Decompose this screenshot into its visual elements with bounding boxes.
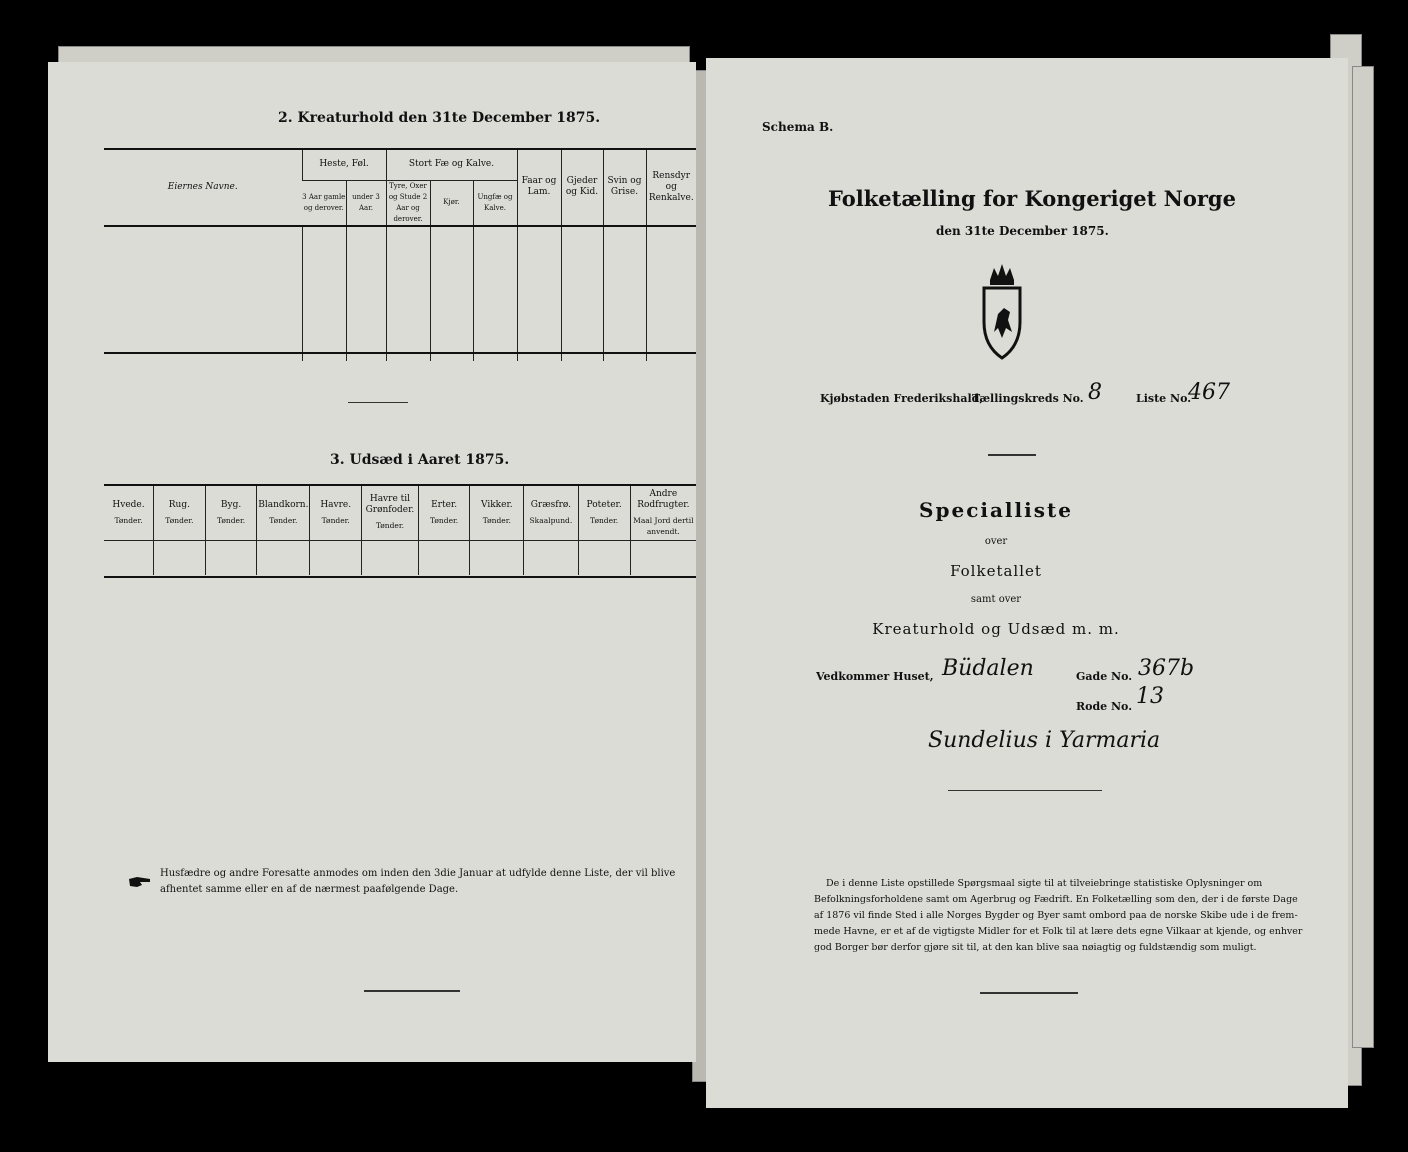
table-row [104,307,696,335]
folketallet-heading: Folketallet [950,562,1042,580]
pointing-hand-icon [128,874,152,890]
census-date: den 31te December 1875. [936,224,1109,238]
seed-column-unit: Tønder. [165,515,194,525]
seed-column-unit: Tønder. [590,515,619,525]
intro-line-4: mede Havne, er et af de vigtigste Midler for et Folk til at lære dets egne Vilkaar at kjende, og enhver [814,926,1303,937]
seed-cell [154,540,206,575]
table-row [104,226,696,251]
sheep-header: Faar og Lam. [517,150,561,226]
specialliste-heading: Specialliste [919,498,1073,522]
seed-column-unit: Tønder. [321,515,350,525]
seed-column-header [104,486,154,540]
livestock-table [104,150,696,361]
seed-column-name: Erter. [431,499,458,510]
table-row [104,279,696,307]
house-name: Büdalen [942,656,1034,681]
kreaturhold-heading: Kreaturhold og Udsæd m. m. [872,620,1120,638]
seed-cell [418,540,470,575]
intro-line-1: De i denne Liste opstillede Spørgsmaal sigte til at tilveiebringe statistiske Oplysninger om [826,878,1263,889]
seed-header-row [104,486,696,540]
samt-over-text: samt over [970,594,1022,605]
seed-column-unit: Tønder. [114,515,143,525]
seed-cell [578,540,630,575]
seed-column-name: Byg. [220,499,242,510]
seed-column-name: Rug. [168,499,190,510]
seed-column-header [470,486,524,540]
section2-title: 2. Kreaturhold den 31te December 1875. [278,110,601,126]
seed-column-header [257,486,310,540]
seed-table [104,486,696,575]
coat-of-arms-icon [978,258,1026,362]
seed-column-unit: Tønder. [482,515,511,525]
gade-label: Gade No. [1076,670,1133,683]
cattle-sub-a: Tyre, Oxer og Stude 2 Aar og derover. [386,180,430,226]
district-label: Tællingskreds No. [972,392,1084,405]
seed-column-unit: Tønder. [375,521,405,531]
page-stack-edge-right-2 [1352,66,1374,1048]
livestock-table-bottom-rule [104,352,696,354]
seed-column-name: Andre Rodfrugter. [637,488,690,510]
seed-column-header [630,486,696,540]
footer-rule [364,990,460,992]
horses-sub-b: under 3 Aar. [346,180,386,226]
house-label: Vedkommer Huset, [816,670,934,683]
gade-number: 367b [1138,656,1195,681]
seed-table-bottom-rule [104,576,696,578]
table-row [104,540,696,575]
list-label: Liste No. [1136,392,1192,405]
schema-label: Schema B. [762,120,834,134]
horses-sub-a: 3 Aar gamle og derover. [302,180,346,226]
separator-rule [948,790,1102,791]
seed-cell [524,540,578,575]
seed-column-unit: Tønder. [216,515,246,525]
seed-cell [205,540,257,575]
seed-column-unit: Skaalpund. [529,515,573,525]
horses-header: Heste, Føl. [302,150,386,180]
seed-column-unit: Tønder. [269,515,298,525]
seed-column-unit: Tønder. [430,515,459,525]
table-row [104,335,696,361]
main-title: Folketælling for Kongeriget Norge [828,186,1236,211]
seed-column-header [418,486,470,540]
notice-line-2: afhentet samme eller en af de nærmest paafølgende Dage. [160,884,459,895]
intro-line-3: af 1876 vil finde Sted i alle Norges Bygder og Byer samt ombord paa de norske Skibe ude i de frem- [814,910,1298,921]
seed-cell [470,540,524,575]
seed-column-header [362,486,419,540]
seed-column-header [205,486,257,540]
seed-cell [104,540,154,575]
seed-column-unit: Maal Jord dertil anvendt. [633,515,694,536]
right-page [706,58,1348,1108]
seed-column-name: Poteter. [586,499,622,510]
seed-column-header [578,486,630,540]
seed-column-name: Havre til Grønfoder. [365,494,415,516]
handwritten-note: Sundelius i Yarmaria [928,728,1161,753]
over-text: over [984,536,1008,547]
place-label: Kjøbstaden Frederikshald, [820,392,984,405]
seed-cell [310,540,362,575]
intro-line-5: god Borger bør derfor gjøre sit til, at den kan blive saa nøiagtig og fuldstændig som muligt. [814,942,1257,953]
intro-line-2: Befolkningsforholdene samt om Agerbrug og Fædrift. En Folketælling som den, der i de første Dage [814,894,1298,905]
separator-rule [348,402,408,403]
seed-column-name: Vikker. [480,499,513,510]
notice-line-1: Husfædre og andre Foresatte anmodes om inden den 3die Januar at udfylde denne Liste, der vil blive [160,868,676,879]
table-row [104,251,696,279]
district-number: 8 [1088,380,1102,405]
seed-column-header [154,486,206,540]
seed-column-name: Hvede. [112,499,145,510]
cattle-sub-c: Ungfæ og Kalve. [473,180,517,226]
rode-label: Rode No. [1076,700,1133,713]
seed-column-name: Blandkorn. [258,499,309,510]
seed-column-name: Havre. [320,499,352,510]
goats-header: Gjeder og Kid. [561,150,603,226]
cattle-sub-b: Kjør. [430,180,473,226]
footer-rule [980,992,1078,994]
seed-column-name: Græsfrø. [530,499,572,510]
pigs-header: Svin og Grise. [603,150,646,226]
seed-column-header [310,486,362,540]
rode-number: 13 [1136,684,1164,709]
owner-header: Eiernes Navne. [167,181,238,192]
list-number: 467 [1188,380,1230,405]
left-page [48,62,696,1062]
cattle-header: Stort Fæ og Kalve. [386,150,517,180]
seed-cell [630,540,696,575]
seed-cell [257,540,310,575]
seed-column-header [524,486,578,540]
separator-rule [988,454,1036,456]
seed-cell [362,540,419,575]
section3-title: 3. Udsæd i Aaret 1875. [330,452,510,468]
reindeer-header: Rensdyr og Renkalve. [646,150,696,226]
